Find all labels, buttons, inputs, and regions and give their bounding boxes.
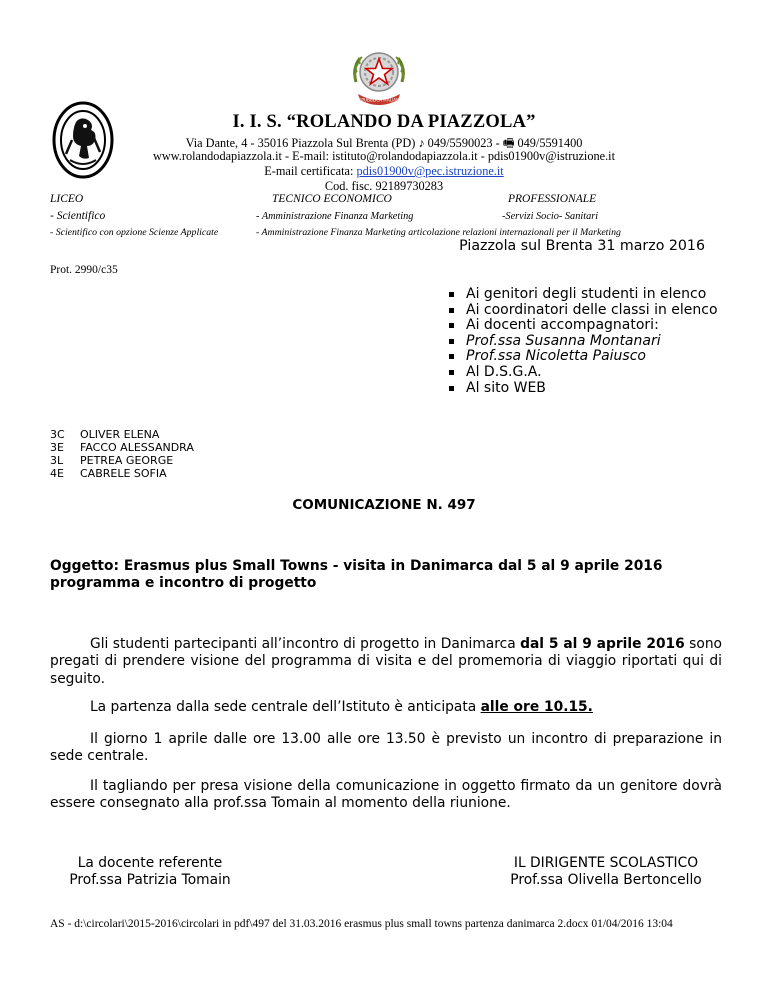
recipients-list [460, 287, 718, 396]
recipient-item: Ai coordinatori delle classi in elenco [460, 303, 718, 319]
tecnico-line2: - Amministrazione Finanza Marketing articolazione relazioni internazionali per il Marketing [256, 227, 621, 238]
student-name: CABRELE SOFIA [80, 467, 167, 480]
liceo-line2: - Scientifico con opzione Scienze Applicate [50, 227, 219, 238]
recipient-item: Ai docenti accompagnatori: [460, 318, 718, 334]
student-row [50, 441, 194, 454]
p1-text-b: sono pregati di prendere visione del programma di visita e del promemoria di viaggio riportati qui di seguito. [50, 636, 723, 687]
student-row [50, 428, 194, 441]
body-paragraph-4 [50, 778, 722, 813]
signature-right [486, 855, 726, 890]
recipient-item: Al sito WEB [460, 381, 718, 397]
student-name: PETREA GEORGE [80, 454, 174, 467]
school-name: I. I. S. “ROLANDO DA PIAZZOLA” [232, 112, 536, 132]
professionale-title: PROFESSIONALE [508, 193, 597, 205]
tax-code: Cod. fisc. 92189730283 [324, 179, 444, 193]
student-class: 3E [50, 441, 64, 454]
school-address: Via Dante, 4 - 35016 Piazzola Sul Brenta (PD) ♪ 049/5590023 - 🖷 049/5591400 [185, 136, 583, 150]
body-paragraph-1 [50, 636, 722, 688]
recipient-item: Ai genitori degli studenti in elenco [460, 287, 718, 303]
p3-text: Il giorno 1 aprile dalle ore 13.00 alle ore 13.50 è previsto un incontro di preparazione in sede centrale. [50, 731, 722, 765]
p4-text: Il tagliando per presa visione della comunicazione in oggetto firmato da un genitore dovrà essere consegnato alla prof.ssa Tomain al momento della riunione. [50, 778, 722, 812]
p2-time: alle ore 10.15. [480, 699, 593, 715]
student-class: 4E [50, 467, 64, 480]
subject [50, 558, 730, 592]
recipient-item: Prof.ssa Nicoletta Paiusco [460, 349, 718, 365]
protocol-number: Prot. 2990/c35 [50, 264, 118, 276]
student-row [50, 454, 194, 467]
subject-line1: Oggetto: Erasmus plus Small Towns - visita in Danimarca dal 5 al 9 aprile 2016 [50, 558, 663, 574]
svg-text:REPUBBLICA ITALIANA: REPUBBLICA ITALIANA [355, 97, 403, 103]
place-date: Piazzola sul Brenta 31 marzo 2016 [459, 238, 705, 254]
subject-line2: programma e incontro di progetto [50, 575, 317, 591]
student-row [50, 467, 194, 480]
student-class: 3C [50, 428, 65, 441]
footer-path: AS - d:\circolari\2015-2016\circolari in pdf\497 del 31.03.2016 erasmus plus small towns partenza danimarca 2.docx 01/04/2016 13:04 [50, 918, 673, 930]
signature-right-name: Prof.ssa Olivella Bertoncello [510, 872, 702, 889]
professionale-line1: -Servizi Socio- Sanitari [502, 211, 599, 222]
tecnico-title: TECNICO ECONOMICO [272, 193, 392, 205]
school-web-email: www.rolandodapiazzola.it - E-mail: istituto@rolandodapiazzola.it - pdis01900v@istruzione.it [152, 149, 616, 163]
p1-text-a: Gli studenti partecipanti all’incontro di progetto in Danimarca [90, 636, 521, 652]
signature-left [60, 855, 240, 890]
republic-emblem-icon [348, 44, 410, 110]
school-pec [0, 164, 768, 179]
signature-left-name: Prof.ssa Patrizia Tomain [69, 872, 231, 889]
recipient-item: Al D.S.G.A. [460, 365, 718, 381]
body-paragraph-2 [50, 699, 722, 716]
students-list [50, 428, 194, 480]
liceo-title: LICEO [50, 193, 84, 205]
pec-email-link[interactable]: pdis01900v@pec.istruzione.it [356, 164, 504, 178]
body-paragraph-3 [50, 731, 722, 766]
tecnico-line1: - Amministrazione Finanza Marketing [256, 211, 414, 222]
student-name: OLIVER ELENA [80, 428, 160, 441]
p2-text: La partenza dalla sede centrale dell’Istituto è anticipata [90, 699, 481, 715]
student-class: 3L [50, 454, 64, 467]
p1-dates: dal 5 al 9 aprile 2016 [520, 636, 685, 652]
recipient-item: Prof.ssa Susanna Montanari [460, 334, 718, 350]
pec-label: E-mail certificata: [264, 164, 357, 178]
liceo-line1: - Scientifico [50, 210, 106, 222]
signature-right-role: IL DIRIGENTE SCOLASTICO [513, 855, 699, 871]
communication-number: COMUNICAZIONE N. 497 [292, 497, 476, 513]
signature-left-role: La docente referente [77, 855, 223, 871]
student-name: FACCO ALESSANDRA [80, 441, 194, 454]
